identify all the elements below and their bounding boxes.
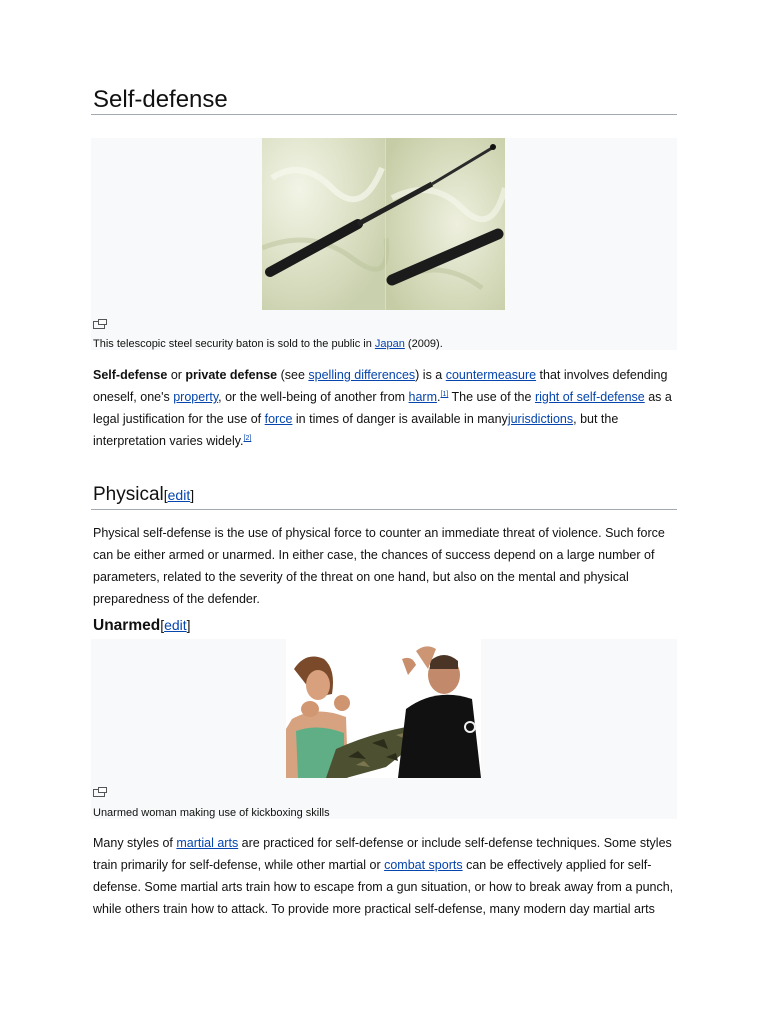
countermeasure-link[interactable]: countermeasure xyxy=(445,368,537,382)
figure-kickboxing xyxy=(91,639,677,819)
force-link[interactable]: force xyxy=(264,412,293,426)
section-heading-physical: Physical[edit] xyxy=(93,484,195,505)
section-heading-unarmed: Unarmed[edit] xyxy=(93,617,191,634)
property-link[interactable]: property xyxy=(173,390,219,404)
physical-divider xyxy=(91,509,677,510)
reference-2-link[interactable]: [2] xyxy=(243,435,252,442)
figure-baton xyxy=(91,138,677,350)
edit-unarmed-link[interactable]: edit xyxy=(164,617,187,633)
edit-physical-link[interactable]: edit xyxy=(167,487,191,503)
title-divider xyxy=(91,114,677,115)
harm-link[interactable]: harm xyxy=(408,390,438,404)
right-of-self-defense-link[interactable]: right of self-defense xyxy=(534,390,645,404)
martial-arts-link[interactable]: martial arts xyxy=(176,836,239,850)
baton-image[interactable] xyxy=(262,138,505,310)
reference-1-link[interactable]: [1] xyxy=(440,391,449,398)
intro-paragraph: Self-defense or private defense (see spelling differences) is a countermeasure that involves defending oneself, one's property, or the well-being of another from harm.[1] The use of the right of self-defense as a legal justification for the use of force in times of danger is available in manyjurisdictions, but the interpretation varies widely.[2] xyxy=(93,368,672,448)
enlarge-icon[interactable] xyxy=(93,787,107,797)
spelling-differences-link[interactable]: spelling differences xyxy=(308,368,416,382)
figure-caption: This telescopic steel security baton is sold to the public in Japan (2009). xyxy=(93,338,443,350)
physical-paragraph: Physical self-defense is the use of physical force to counter an immediate threat of violence. Such force can be either armed or unarmed. In either case, the chances of success depend on a large number of parameters, related to the severity of the threat on one hand, but also on the mental and physical preparedness of the defender. xyxy=(93,526,665,606)
combat-sports-link[interactable]: combat sports xyxy=(384,858,463,872)
kickboxing-image[interactable] xyxy=(286,639,481,778)
japan-link[interactable]: Japan xyxy=(374,338,405,350)
figure-caption: Unarmed woman making use of kickboxing skills xyxy=(93,807,330,819)
enlarge-icon[interactable] xyxy=(93,319,107,329)
page-title: Self-defense xyxy=(93,86,228,113)
martial-arts-paragraph: Many styles of martial arts are practiced for self-defense or include self-defense techniques. Some styles train primarily for self-defense, while other martial or combat sports can be effectively applied for self-defense. Some martial arts train how to escape from a gun situation, or how to break away from a punch, while others train how to attack. To provide more practical self-defense, many modern day martial arts xyxy=(93,836,674,916)
jurisdictions-link[interactable]: jurisdictions xyxy=(507,412,574,426)
